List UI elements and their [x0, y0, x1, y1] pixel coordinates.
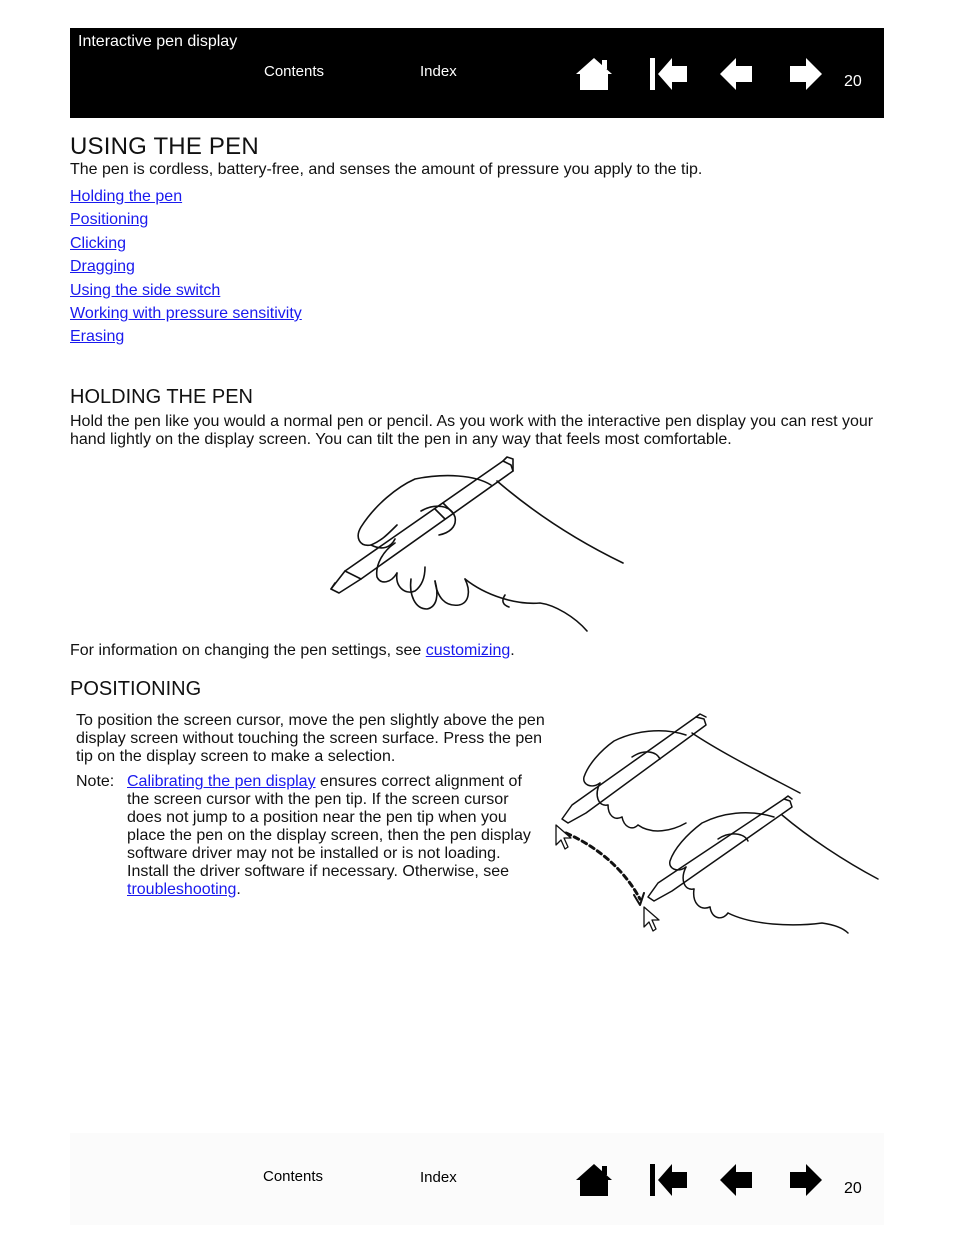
list-item [70, 303, 302, 326]
list-item [70, 209, 302, 232]
toc-link-positioning[interactable]: Positioning [70, 211, 149, 229]
page-number: 20 [844, 1180, 862, 1197]
note-text: Calibrating the pen display ensures correct alignment of the screen cursor with the pen tip. If the screen cursor does not jump to a position near the pen tip when you place the pen on the display screen, then the pen display software driver may not be installed or is not loading. Install the driver software if necessary. Otherwise, see troubleshooting. [127, 773, 531, 898]
list-item [70, 256, 302, 279]
toc-link-dragging[interactable]: Dragging [70, 258, 135, 276]
next-page-icon [782, 52, 826, 96]
toc-link-clicking[interactable]: Clicking [70, 234, 127, 252]
index-link[interactable]: Index [420, 63, 457, 80]
previous-page-icon [716, 1158, 760, 1202]
previous-page-button[interactable] [716, 1158, 760, 1202]
home-button[interactable] [572, 1158, 616, 1202]
previous-page-icon [716, 52, 760, 96]
page-number: 20 [844, 73, 862, 90]
index-link[interactable]: Index [420, 1169, 457, 1186]
settings-text: For information on changing the pen settings, see customizing. [70, 642, 515, 659]
holding-heading: HOLDING THE PEN [70, 386, 253, 408]
first-page-icon [647, 1158, 691, 1202]
positioning-heading: POSITIONING [70, 678, 202, 700]
list-item [70, 186, 302, 209]
home-icon [572, 1158, 616, 1202]
pen-positioning-illustration [552, 713, 882, 943]
toc-link-holding[interactable]: Holding the pen [70, 188, 183, 205]
page-title: USING THE PEN [70, 133, 259, 160]
previous-page-button[interactable] [716, 52, 760, 96]
positioning-text: To position the screen cursor, move the pen slightly above the pen display screen without touching the screen surface. Press the pen tip on the display screen to make a selection. [76, 712, 545, 765]
troubleshooting-link[interactable]: troubleshooting [127, 881, 237, 898]
contents-link[interactable]: Contents [264, 63, 325, 80]
customizing-link[interactable]: customizing [425, 642, 511, 659]
contents-link[interactable]: Contents [263, 1168, 324, 1185]
list-item [70, 280, 302, 303]
document-title: Interactive pen display [78, 33, 238, 50]
page-footer [70, 1133, 884, 1225]
list-item [70, 233, 302, 256]
topic-list [70, 186, 302, 350]
hand-holding-pen-illustration [325, 455, 630, 640]
first-page-button[interactable] [647, 52, 691, 96]
toc-link-side-switch[interactable]: Using the side switch [70, 281, 221, 299]
holding-text: Hold the pen like you would a normal pen or pencil. As you work with the interactive pen display you can rest your hand lightly on the display screen. You can tilt the pen in any way that feels most comfortable. [70, 413, 874, 448]
calibrating-link[interactable]: Calibrating the pen display [127, 773, 316, 790]
list-item [70, 326, 302, 349]
note-label: Note: [76, 773, 115, 790]
toc-link-erasing[interactable]: Erasing [70, 328, 125, 346]
toc-link-pressure[interactable]: Working with pressure sensitivity [70, 304, 302, 322]
next-page-icon [782, 1158, 826, 1202]
home-button[interactable] [572, 52, 616, 96]
page-header [70, 28, 884, 118]
home-icon [572, 52, 616, 96]
first-page-icon [647, 52, 691, 96]
first-page-button[interactable] [647, 1158, 691, 1202]
next-page-button[interactable] [782, 1158, 826, 1202]
next-page-button[interactable] [782, 52, 826, 96]
intro-text: The pen is cordless, battery-free, and senses the amount of pressure you apply to the tip. [70, 161, 703, 178]
